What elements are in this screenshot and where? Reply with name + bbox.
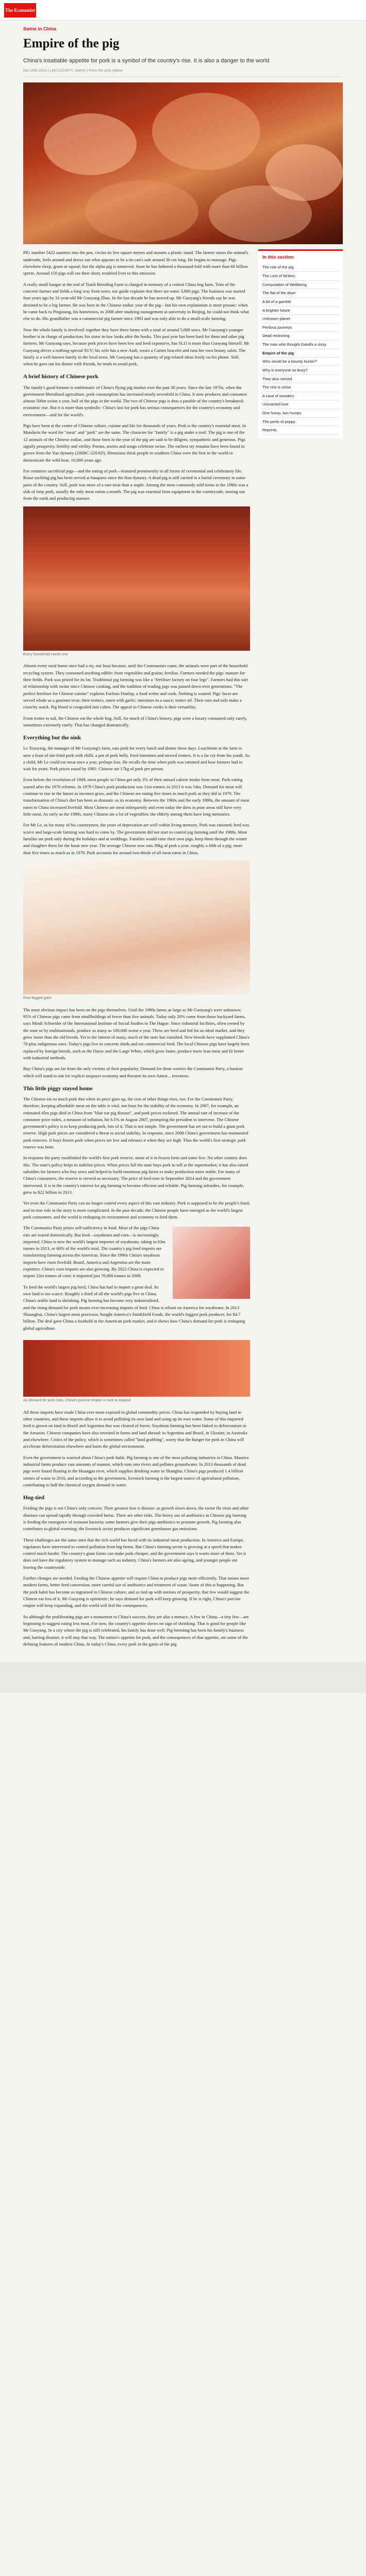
article-wrapper [23,21,343,1652]
pig-photo [23,860,250,994]
article-paragraph: In response the party established the world's first pork reserve, some of it in frozen form and some live. No other country does this. The state's policy helps to stabilise prices. When prices fall the state buys pork to sell at the supermarket; it has also raised subsidies for farmers who buy sows and helped to build enormous pig farms to make production more stable. For many of China's consumers, the reserve is viewed as necessary. The price of feed rose in September 2014 and the government intervened. It is in the country's interest for pig farming to become efficient and reliable. Pig-farming subsidies, for example, grew to $22 billion in 2013. [23,1155,248,1195]
sidebar-link[interactable]: The Lent of Writers [262,272,339,281]
sidebar-link[interactable]: The flat of the dove [262,289,339,298]
sidebar-link[interactable]: Perilous journeys [262,324,339,332]
article-paragraph: The family's good fortune is emblematic of China's flying pig market over the past 30 years. Since the late 1970s, when the government liberalised agriculture, pork consumption has increased nearly sevenfold in China. It now produces and consumes almost 500m swine a year, half of the pigs in the world. The two of Chinese pigs is thus a parable of the country's breakneck economic rise. But it is more than symbolic: China's lust for pork has serious consequences for the country's economy and environment—and for the world's. [23,384,247,417]
sidebar-link[interactable]: They also served [262,375,339,384]
article-paragraph: From trotter to tail, the Chinese eat the whole hog. Still, for much of China's history, pigs were a luxury consumed only rarely, sometimes extremely rarely. That has changed dramatically. [23,715,247,727]
sidebar-link[interactable]: Why is everyone so busy? [262,366,339,375]
article-rubric: China's insatiable appetite for pork is a symbol of the country's rise. It is also a danger to the world [23,57,270,64]
hero-image-pigs [23,82,343,244]
figure-1 [23,506,250,658]
site-header [0,0,366,21]
article-paragraph: Yet even the Communist Party can no longer control every aspect of this vast industry. Pork is supposed to be the people's food; and its true role in the story is more complicated. In the past decade, the Chinese people have emerged as the world's largest pork consumers, and the world is reshaping its environment and economy to feed them. [23,1200,250,1219]
article-paragraph: Even before the revolution of 1949, most people in China got only 3% of their annual calorie intake from meat. Pork-eating soared after the 1978 reforms. In 1979 China's pork production was 11m tonnes; in 2013 it was 54m. Demand for meat will continue to rise in the future as incomes grow, and the Chinese are eating five times as much pork as they did in 1979. The transformation of China's diet has been as dramatic as its economy. Between the 1960s and the early 1980s, the amount of meat eaten in China increased fivefold. Most Chinese ate meat infrequently and even today the diets in poor areas still have very little meat. As early as the 1980s, many Chinese ate a lot of vegetables: the elderly among them have long memories. [23,777,249,817]
article-paragraph: All these imports have made China ever more exposed to global commodity prices. China has responded by buying land in other countries, and these imports allow it to avoid polluting its own land and using up its own water. Some of this imported feed is grown on land in Brazil and Argentina that was cleared of forest. Soyabean farming has been linked to deforestation in the Amazon. Chinese companies have also invested in farms and land abroad: in Argentina and Brazil, in Ukraine, in Australia and elsewhere. Critics of the policy, which is sometimes called "land grabbing", worry that the hunger for pork in China will accelerate deforestation elsewhere and harm the global environment. [23,1409,247,1449]
article-paragraph: Pigs have been at the centre of Chinese culture, cuisine and life for thousands of years. Pork is the country's essential meat. In Mandarin the word for "meat" and "pork" are the same. The character for "family" is a pig under a roof. The pig is one of the 12 animals of the Chinese zodiac, and those born in the year of the pig are said to be diligent, sympathetic and generous. Pigs signify prosperity, fertility and virility. Poems, stories and songs celebrate swine. The earliest sty remains have been found in graves from the Yuo dynasty (206BC-220AD). Historians think people in southern China were the first in the world to domesticate the wild boar, 10,000 years ago. [23,423,246,463]
sidebar-link[interactable]: Reprints [262,426,339,435]
sidebar-link[interactable]: Unmarried love [262,400,339,409]
article-paragraph: Further changes are needed. Feeding the Chinese appetite will require China to produce pigs more efficiently. That means more modern farms, better feed conversion, more careful use of antibiotics and treatment of waste. Some of this is happening. But the pork habit has become so ingrained in Chinese culture, and so tied up with notions of prosperity, that few would suggest the Chinese eat less of it. Mr Guoyang is optimistic; he says demand for pork will keep growing. If he is right, China's porcine empire will keep expanding, and the world will feel the consequences. [23,1575,249,1608]
sidebar-link[interactable]: The rest is noise [262,383,339,392]
figure-3-caption: As demand for pork rises, China's porcine empire is sure to expand [23,1398,131,1402]
sidebar-link[interactable]: Computation of Wellbeing [262,281,339,290]
article-paragraph: For Mr Le, as for many of his countrymen, the years of deprivation are well within living memory. Pork was rationed; feed was scarce and large-scale farming was hard to come by. The government did not start to control pig farming until the 1980s. Most families ate pork only during the holidays and at weddings. Families would raise their own pigs, keep them through the winter and slaughter them for the lunar new year. The average Chinese now eats 39kg of pork a year, roughly a fifth of a pig; more than five times as much as in 1979. Pork accounts for around two-thirds of all meat eaten in China. [23,822,249,855]
article-paragraph: Le Xiaoying, the manager of Mr Guoyang's farm, eats pork for every lunch and dinner these days. Lunchtime at the farm is now a feast of stir-fried pork with chilli, a pot of pork belly, fried intestines and stewed trotters. It is a far cry from his youth. As a child, Mr Le could eat meat once a year, perhaps less. He recalls the time when pork was rationed and how farmers had to wait for years. Pork prices eased by 1981: Chinese ate 17kg of pork per person. [23,745,250,772]
figure-3 [173,1227,250,1299]
article-paragraph: The Chinese eat so much pork that when its price goes up, the cost of other things rises, too. For the Communist Party, therefore, keeping affordable meat on the table is vital, not least for the stability of the economy. In 2007, for example, an estimated 45m pigs died in China from "blue ear pig disease", and pork prices rocketed. The annual rate of increase of the consumer price index, a measure of inflation, hit 6.5% in August 2007, prompting the president to intervene. The Chinese government's policy is to keep producing pork, lots of it. That is not simple. The government has set out to build a giant pork reserve. High pork prices are considered a threat to social stability. In response, since 2008 China's government has maintained pork reserves. It buys frozen pork when prices are low and releases it when they are high. Thus the world's first strategic pork reserve was born. [23,1096,248,1150]
article-paragraph: Now the whole family is involved: together they have three farms with a total of around 5,000 sows. Mr Guoyang's younger brother is in charge of production; his sister in-law looks after the books. This past year has been hard for them and other pig farmers. Mr Guoyang says, because pork prices have been low and feed expensive, has SLIJ is more than Guoyang himself. Mr Guoyang drives a nothing-special SUV; his wife has a new Audi, wears a Cartier bracelet and runs her own beauty salon. The family is a well-known family in the local town. Mr Guoyang has a quantity of pig-related ideas freely on his phone. Still, when he goes out for dinner with friends, he tends to avoid pork. [23,327,249,367]
article-paragraph: Feeding the pigs is not China's only concern. Their greatest fear is disease: as growth slows down, the swine flu virus and other diseases can spread rapidly through crowded farms. There are other risks. The heavy use of antibiotics in Chinese pig farming is feeding the emergence of resistant bacteria; some farmers give their pigs antibiotics to promote growth. Pig farming also contributes to global warming: the livestock sector produces significant greenhouse gas emissions. [23,1505,249,1532]
pig-market-photo [23,506,250,651]
article-paragraph: Buy China's pigs are far from the only victims of their popularity. Demand for them worries the Communist Party, a bastion which will stand to ask for explicit taxpayer economy and threaten its own Ameri... inventors. [23,1066,243,1078]
sidebar-link[interactable]: The man who thought Gandhi a sissy [262,341,339,349]
sidebar [258,249,343,1652]
sidebar-link[interactable]: Who would be a bounty hunter? [262,358,339,366]
pig-illustration [173,1227,250,1299]
figure-2-caption: Four-legged giant [23,996,52,1000]
sidebar-link[interactable]: Dead reckoning [262,332,339,341]
figure-2 [23,860,250,1002]
article-paragraph: These challenges are the same ones that the rich world has faced with its industrial meat production. In America and Europe, regulators have intervened to control pollution from big farms. But China's farming sector is growing at a speed that makes control much harder. The country's giant farms can make pork cheaper, and the government says it wants more of them. Yet it does not have the regulatory system to manage such an industry. China's farmers are also ageing, and younger people are leaving the countryside. [23,1537,246,1570]
sidebar-link[interactable]: One hump, two humps [262,409,339,418]
article-paragraph: PIG number 5422 saunters into the pen, circles its few square metres and mounts a plastic stand. The farmer raises the animal's underside, feels around and draws out what appears to be a tin can's sale around 30 cm long. He begins to massage. Pigs elsewhere sleep, grunt or squeal; but the alpha pig is unmoved. Soon he has fathered a thousand-fold with more than 60 billion sperm. Around 150 pigs will see their short, troubled lives to this emission. [23,250,248,276]
article-paragraph: Even the government is worried about China's pork habit. Pig farming is one of the most polluting industries in China. Massive industrial farms produce vast amounts of manure, which runs into rivers and pollutes groundwater. In 2013 thousands of dead pigs were found floating in the Huangpu river, which supplies drinking water to Shanghai. China's pigs produced 1.4 billion tonnes of waste in 2010, and according to the government, livestock farming is the largest source of agricultural pollution, contributing to half the chemical oxygen demand in water. [23,1454,249,1487]
subheading-3: This little piggy stayed home [23,1085,93,1092]
subheading-2: Everything but the oink [23,735,81,741]
article-title: Empire of the pig [23,36,120,50]
sidebar-link[interactable]: The perils of poppy [262,418,339,427]
sidebar-link[interactable]: A cave of wonders [262,392,339,401]
article-body [23,249,250,1652]
article-paragraph: The Communist Party prizes self-sufficiency in food. Most of the pigs China eats are reared domestically. But feed—soyabeans and corn—is increasingly imported. China is now the world's largest importer of soyabeans, taking in 63m tonnes in 2013, or 60% of the world's total. The country's pig feed imports are transforming farming across the Americas. Since the 1990s China's soyabean imports have risen fivefold. Brazil, America and Argentina are the main exporters. China's corn imports are also growing. By 2022 China is expected to import 22m tonnes of corn; it imported just 70,000 tonnes in 2008. [23,1225,165,1279]
article-paragraph: Almost every rural home once had a sty, not least because, until the Communists came, the animals were part of the household recycling system. They consumed anything edible: from vegetables and grains; fertilise. Farmers needed the pigs' manure for their fields. Pork was prized for its fat. Traditional pig farming was like a "fertiliser factory on four legs". Farmers had this sort of relationship with swine since Chinese cooking, and the tradition of reading pigs was passed down over generations. "The perfect fertiliser for Chinese cuisine" explains Fuchsia Dunlop, a food writer and cook. Nothing is wasted. Pigs' faces are served whole as a gourmet treat; their trotters, eaten with garlic; intestines in a sauce; trotter oil. Their ears and tails make a crunchy snack. Pig blood is congealed into cubes. The appeal to Chinese cooks is their versatility. [23,663,248,710]
sidebar-link[interactable]: Unknown planet [262,315,339,324]
sidebar-link[interactable]: The role of the pig [262,263,339,272]
sidebar-heading: In this section [262,255,294,260]
subheading-4: Hog-tied [23,1495,44,1501]
subheading-1: A brief history of Chinese pork [23,374,98,380]
figure-3-banner [23,1340,250,1404]
sidebar-link[interactable]: A bit of a gamble [262,298,339,307]
article-paragraph: The most obvious impact has been on the pigs themselves. Until the 1980s farms as large as Mr Guoyang's were unknown; 95% of Chinese pigs came from smallholdings of fewer than five animals. Today only 20% come from those backyard farms, says Mindi Schneider of the International Institute of Social Studies in The Hague. Since industrial facilities, often owned by the state or by multinationals, produce as many as 100,000 swine a year. These are bred and fed for an ideal market, and they grow faster than the old breeds. Yet to the lament of many, much of the taste has vanished. New breeds have supplanted China's 70-plus indigenous ones. Today's pigs live in concrete sheds and eat commercial feed. The local Chinese pigs have largely been replaced by foreign breeds, such as the Duroc and the Large White, which grow faster, produce more lean meat and fit better with industrial methods. [23,1007,249,1060]
sidebar-link[interactable]: A brighter future [262,307,339,315]
sidebar-link[interactable]: Empire of the pig [262,349,339,358]
economist-logo[interactable]: The Economist [4,3,36,18]
article-paragraph: For centuries sacrificial pigs—and the eating of pork—featured prominently in all forms of ceremonial and celebratory life. Roast suckling pig has been served at banquets since the Han dynasty. A dead pig is still carried in a burial ceremony in some parts of the country. Still, pork was more of a rare treat than a staple. Among the most commonly sold items in the 1980s was a slab of fatty pork, usually the only meat ration a month. The pig was essential farm equipment in the countryside, turning out from the earth and producing manure. [23,468,248,501]
article-paragraph: To feed the world's largest pig herd, China has had to import a great deal. Its own land is too scarce. Roughly a third of all the world's pigs live in China. China's arable land is shrinking. Pig farming has become very industrialised, and the rising demand for pork means ever-increasing imports of feed. China is reliant on America for soyabeans. In 2013 Shuanghui, China's largest meat processor, bought America's Smithfield Foods, the world's biggest pork producer, for $4.7 billion. The deal gave China a foothold in the American pork market, and it shows how China's demand for pork is reshaping global agriculture. [23,1284,245,1331]
section-nav [258,249,343,437]
pork-empire-photo [23,1340,250,1397]
site-footer [0,1662,366,1693]
figure-1-caption: Every household needs one [23,652,68,656]
article-paragraph: A really small hangar at the end of Tianli Breeding Farm is charged in memory of a central China hog farm. Trim of the concrete farmer and fields a long way from town, our guide explains that there are some 3,000 pigs. The business was started four years ago by 31-year-old Mr Guoyang Zhao. In the last decade he has moved up. Mr Guoyang's friends say he was destined to be a big farmer. He was born in the Chinese zodiac year of the pig—but his own explanation is more prosaic: when he came back to Pingxiang, his hometown, in 2008 after studying management at university in Beijing, he could not think what else to do. His grandfather was a commercial pig farmer since 1993 and was only able to do a small-scale farming. [23,281,249,321]
article-dateline: Dec 20th 2014 | LAO COUNTY, JIANXI | From the print edition [23,69,343,78]
article-paragraph: So although the proliferating pigs are a monument to China's success, they are also a menace. A few in China—a tiny few—are beginning to suggest eating less meat. For now, the country's appetite shows no sign of shrinking. That is good for people like Mr Guoyang. In a city where the pig is still celebrated, his family has done well. Pig-breeding has been his family's business and, barring disaster, it will stay that way. The nation's appetite for pork, and the consequences of that appetite, are some of the defining features of modern China. In today's China, every pork in the game of the pig. [23,1614,249,1647]
section-label: Swine in China [23,26,57,31]
